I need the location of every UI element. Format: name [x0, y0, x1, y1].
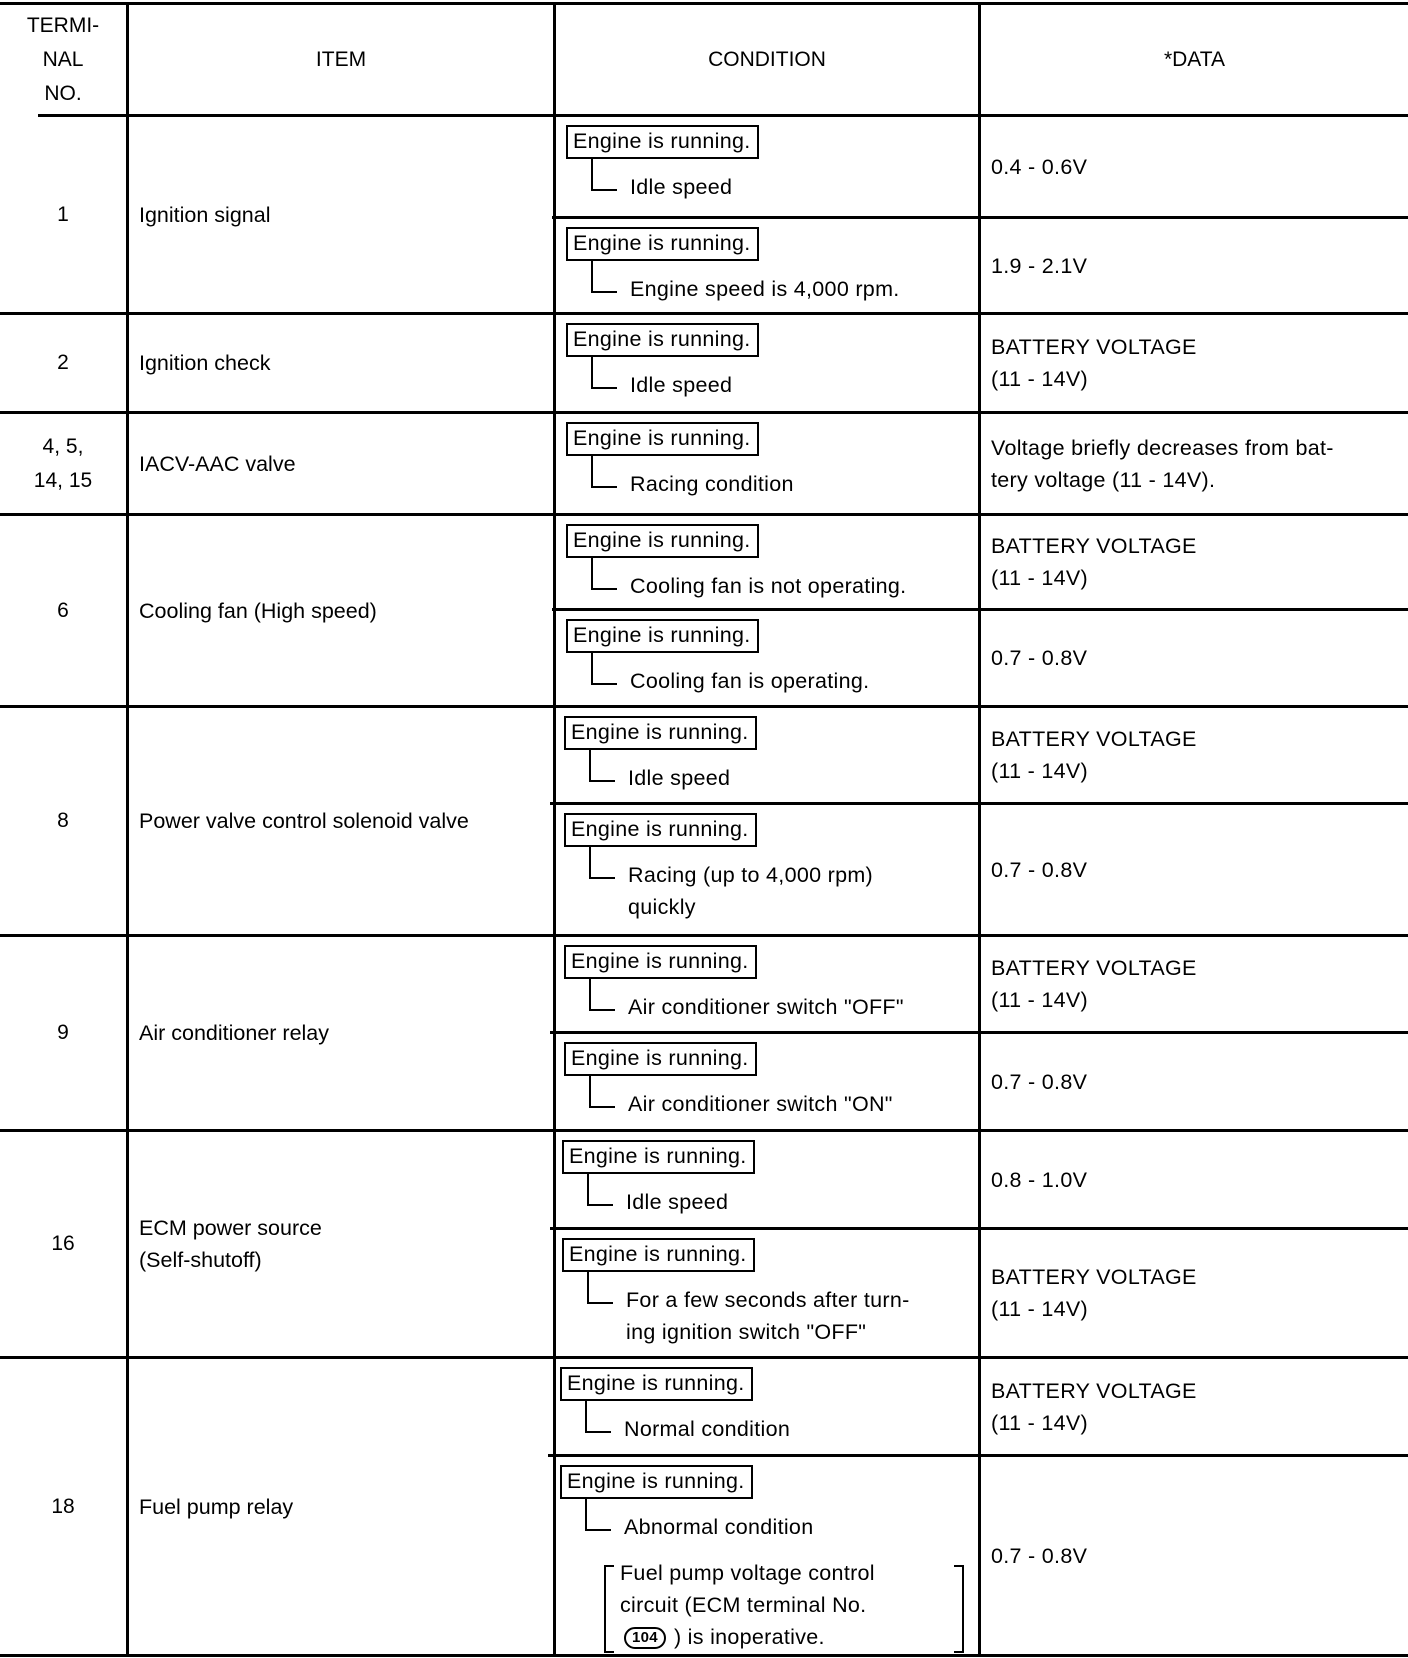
- data-value: 1.9 - 2.1V: [991, 253, 1088, 278]
- data-value: 0.7 - 0.8V: [991, 646, 1088, 670]
- condition-state-box: Engine is running.: [560, 1465, 753, 1499]
- condition-detail: Engine speed is 4,000 rpm.: [630, 277, 900, 301]
- terminal-number: 9: [57, 1021, 69, 1044]
- note-line: [620, 1621, 950, 1653]
- note-line: Fuel pump voltage control: [620, 1561, 875, 1585]
- branch-connector-icon: [589, 847, 615, 879]
- ecm-terminal-ref-badge: 104: [624, 1627, 666, 1649]
- item-name: Fuel pump relay: [139, 1494, 294, 1519]
- data-value: BATTERY VOLTAGE (11 - 14V): [991, 534, 1197, 590]
- right-bracket-icon: [954, 1565, 964, 1653]
- condition-detail: Cooling fan is not operating.: [630, 574, 907, 598]
- condition-cell: [554, 805, 978, 934]
- data-value: 0.7 - 0.8V: [991, 1069, 1088, 1094]
- condition-detail: For a few seconds after turn- ing ignition switch "OFF": [626, 1288, 910, 1344]
- terminal-number: 16: [51, 1232, 75, 1255]
- branch-connector-icon: [591, 357, 617, 389]
- terminal-number: 6: [57, 598, 69, 622]
- terminal-number: 4, 5, 14, 15: [33, 434, 93, 492]
- condition-cell: [552, 1230, 978, 1356]
- branch-connector-icon: [591, 558, 617, 590]
- branch-connector-icon: [585, 1401, 611, 1433]
- condition-cell: [556, 516, 978, 608]
- condition-state-box: Engine is running.: [562, 1238, 755, 1272]
- condition-note-text: [620, 1557, 950, 1653]
- item-name: IACV-AAC valve: [139, 451, 296, 476]
- data-value: BATTERY VOLTAGE (11 - 14V): [991, 1265, 1197, 1321]
- branch-connector-icon: [591, 261, 617, 293]
- item-name: ECM power source (Self-shutoff): [139, 1216, 322, 1272]
- data-value: Voltage briefly decreases from bat- tery voltage (11 - 14V).: [991, 435, 1334, 492]
- item-name: Ignition check: [139, 351, 271, 375]
- condition-state-box: Engine is running.: [566, 323, 759, 357]
- condition-cell: [554, 1034, 978, 1129]
- condition-state-box: Engine is running.: [562, 1140, 755, 1174]
- condition-state-box: Engine is running.: [564, 813, 757, 847]
- condition-detail: Idle speed: [628, 766, 731, 790]
- condition-detail: Idle speed: [626, 1190, 729, 1214]
- terminal-number: 18: [51, 1494, 75, 1518]
- condition-cell: [556, 117, 978, 216]
- note-suffix: ) is inoperative.: [673, 1625, 825, 1649]
- header-condition: CONDITION: [708, 48, 826, 71]
- condition-state-box: Engine is running.: [564, 1042, 757, 1076]
- branch-connector-icon: [591, 653, 617, 685]
- branch-connector-icon: [587, 1272, 613, 1304]
- branch-connector-icon: [587, 1174, 613, 1206]
- condition-state-box: Engine is running.: [566, 619, 759, 653]
- item-name: Power valve control solenoid valve: [139, 809, 469, 833]
- condition-cell: [556, 611, 978, 705]
- condition-cell: [552, 1132, 978, 1227]
- data-value: 0.8 - 1.0V: [991, 1167, 1088, 1192]
- data-value: BATTERY VOLTAGE (11 - 14V): [991, 1378, 1197, 1435]
- condition-cell: [550, 1359, 978, 1454]
- condition-cell: [556, 315, 978, 411]
- terminal-number: 8: [57, 809, 69, 832]
- header-item: ITEM: [315, 48, 367, 71]
- terminal-number: 2: [57, 351, 69, 374]
- condition-state-box: Engine is running.: [566, 524, 759, 558]
- condition-detail: Racing (up to 4,000 rpm) quickly: [628, 863, 874, 919]
- branch-connector-icon: [589, 750, 615, 782]
- branch-connector-icon: [591, 456, 617, 488]
- data-value: 0.7 - 0.8V: [991, 857, 1088, 882]
- condition-cell: [554, 708, 978, 802]
- header-terminal-no: TERMI- NAL NO.: [26, 14, 100, 105]
- condition-detail: Abnormal condition: [624, 1515, 814, 1539]
- condition-state-box: Engine is running.: [566, 125, 759, 159]
- condition-detail: Racing condition: [630, 472, 794, 496]
- table-bottom-border: [0, 1654, 1408, 1657]
- data-value: BATTERY VOLTAGE (11 - 14V): [991, 727, 1197, 783]
- condition-detail: Normal condition: [624, 1417, 791, 1441]
- data-value: 0.4 - 0.6V: [991, 154, 1088, 179]
- branch-connector-icon: [589, 1076, 615, 1108]
- item-name: Air conditioner relay: [139, 1021, 330, 1045]
- condition-state-box: Engine is running.: [566, 422, 759, 456]
- condition-detail: Cooling fan is operating.: [630, 669, 870, 693]
- condition-detail: Air conditioner switch "OFF": [628, 995, 904, 1019]
- condition-cell: [550, 1457, 978, 1654]
- terminal-number: 1: [57, 202, 69, 226]
- condition-detail: Idle speed: [630, 373, 733, 397]
- item-name: Cooling fan (High speed): [139, 598, 377, 623]
- condition-cell: [556, 414, 978, 513]
- data-value: BATTERY VOLTAGE (11 - 14V): [991, 335, 1197, 391]
- condition-state-box: Engine is running.: [560, 1367, 753, 1401]
- condition-cell: [556, 219, 978, 312]
- condition-detail: Idle speed: [630, 175, 733, 199]
- condition-detail: Air conditioner switch "ON": [628, 1092, 893, 1116]
- condition-cell: [554, 937, 978, 1031]
- note-line: circuit (ECM terminal No.: [620, 1593, 867, 1617]
- left-bracket-icon: [604, 1565, 614, 1653]
- header-data: *DATA: [1163, 48, 1226, 71]
- item-name: Ignition signal: [139, 202, 271, 227]
- condition-state-box: Engine is running.: [564, 945, 757, 979]
- data-value: 0.7 - 0.8V: [991, 1543, 1088, 1568]
- branch-connector-icon: [585, 1499, 611, 1531]
- data-value: BATTERY VOLTAGE (11 - 14V): [991, 956, 1197, 1012]
- branch-connector-icon: [589, 979, 615, 1011]
- condition-state-box: Engine is running.: [564, 716, 757, 750]
- branch-connector-icon: [591, 159, 617, 191]
- condition-state-box: Engine is running.: [566, 227, 759, 261]
